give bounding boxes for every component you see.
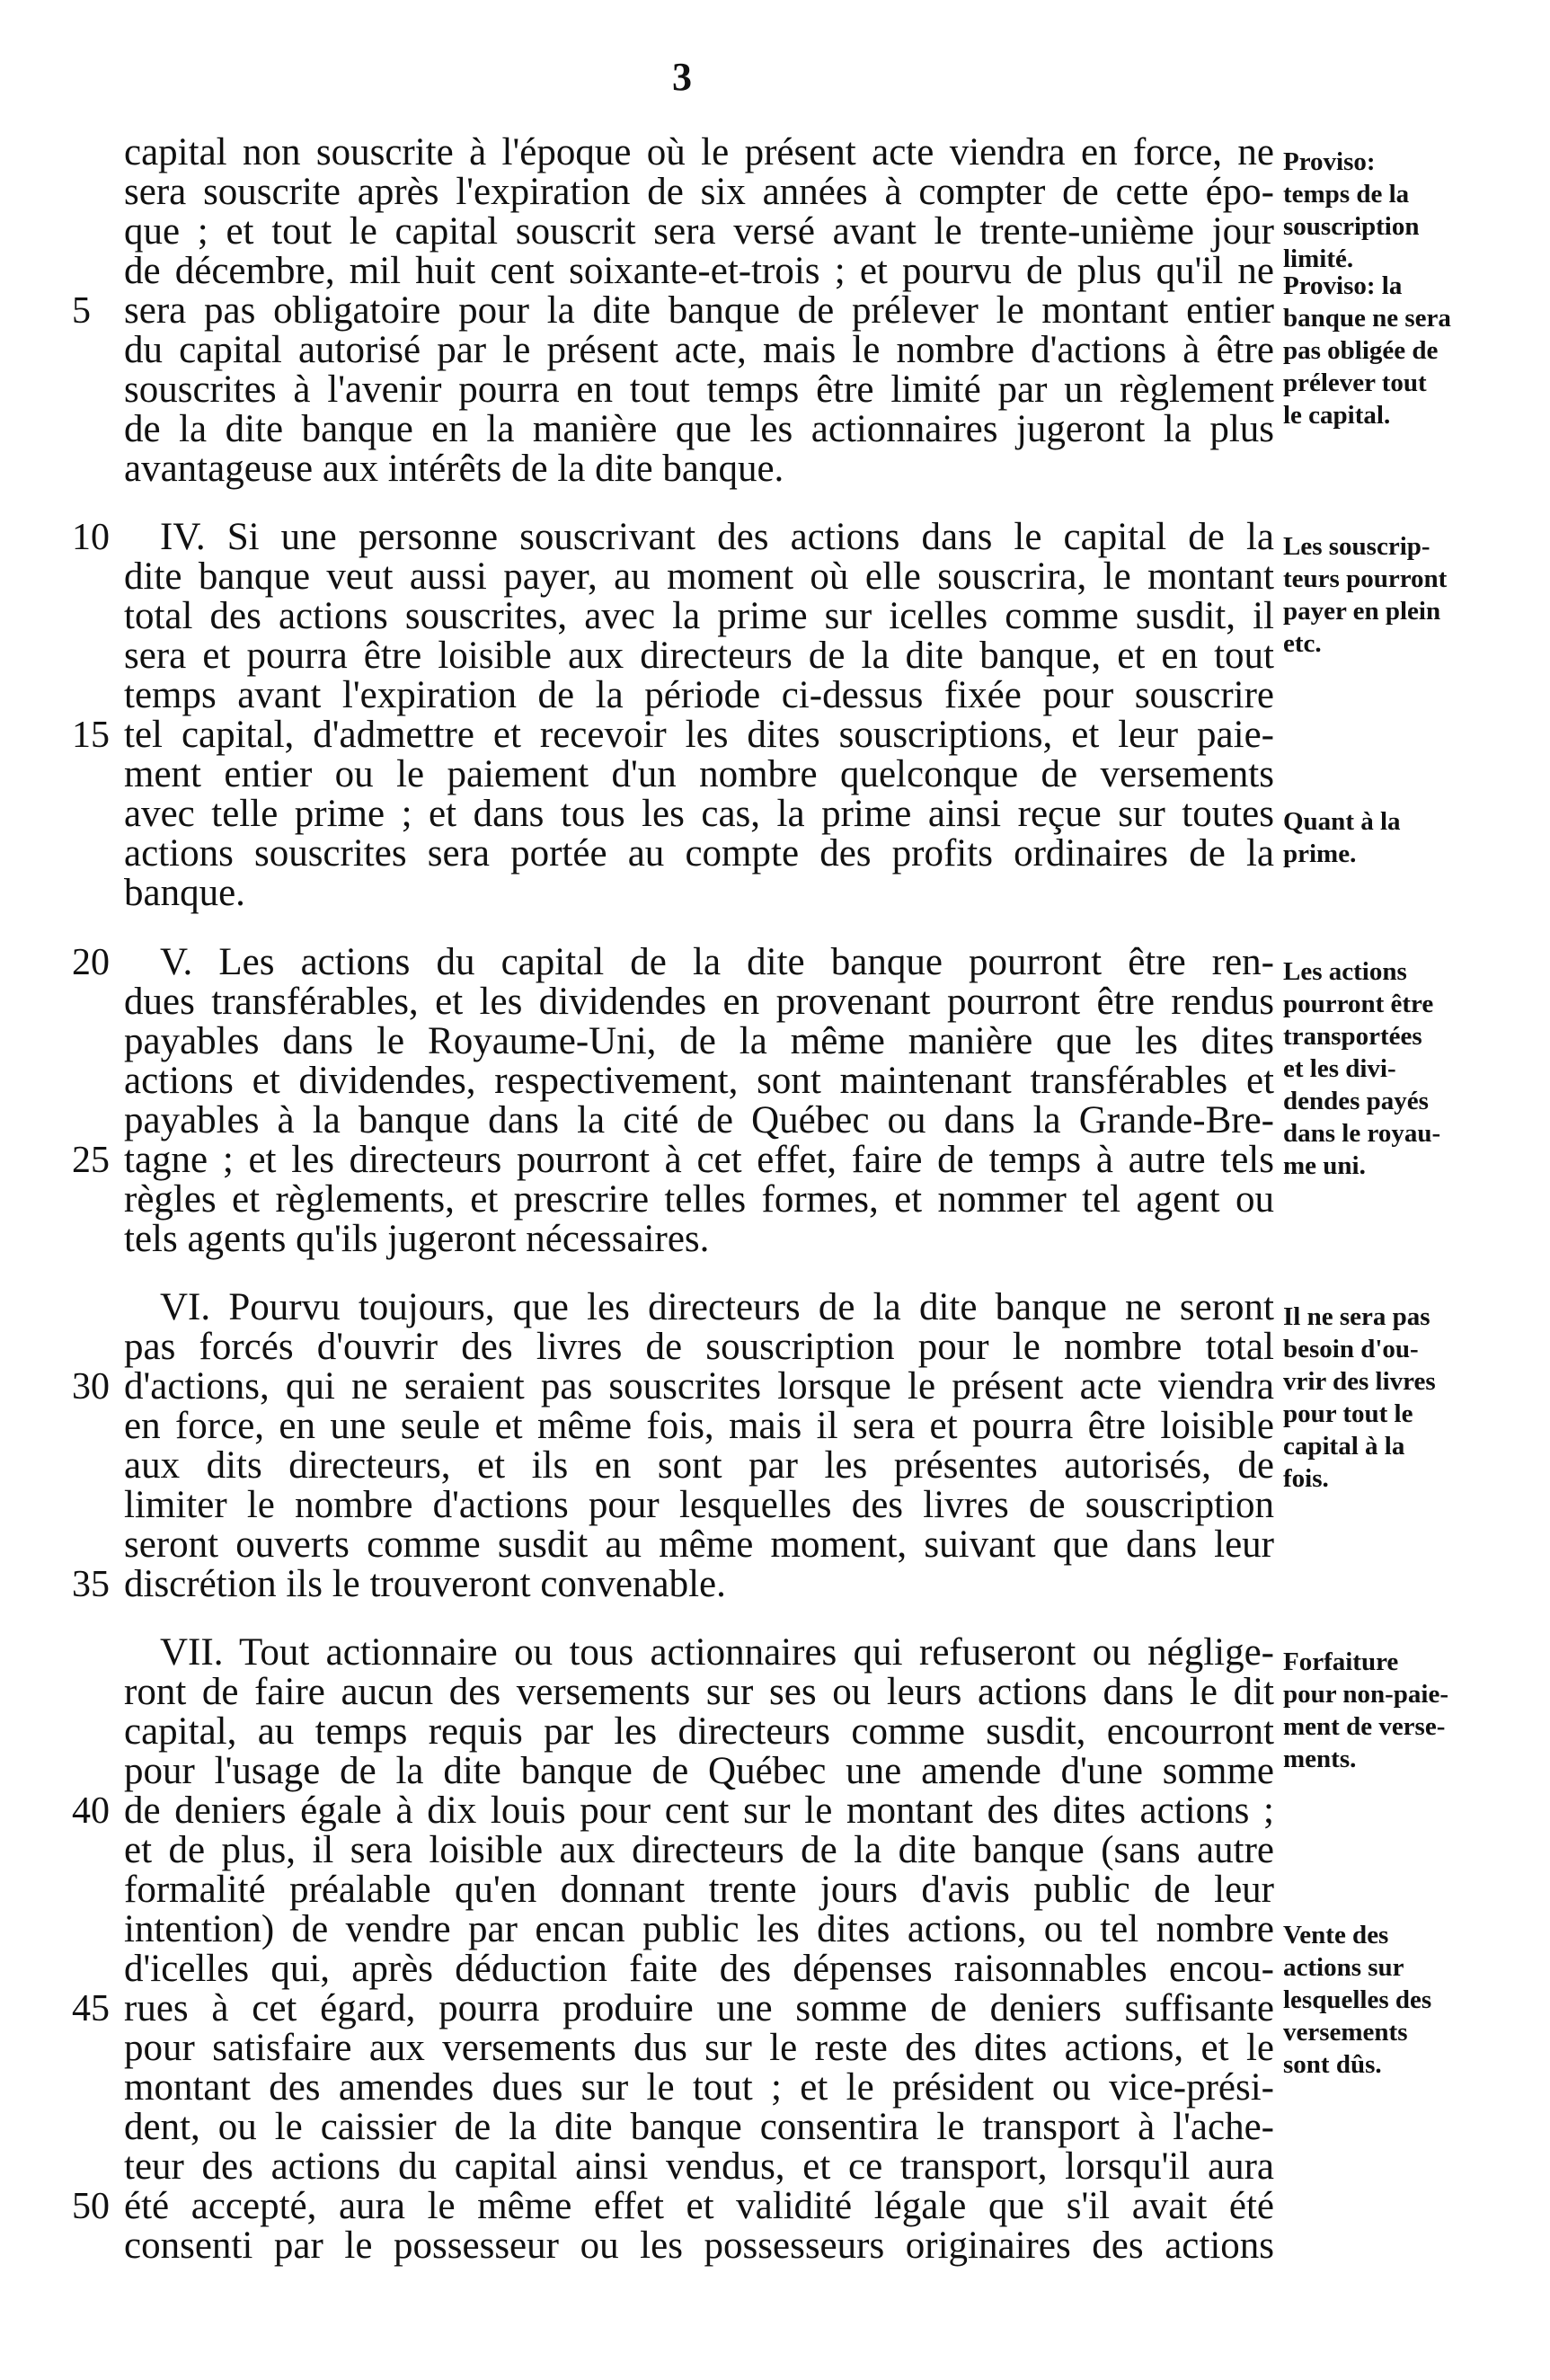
text-line: tagne ; et les directeurs pourront à cet effet, faire de temps à autre tels [124,1139,1274,1181]
text-line: banque. [124,872,245,914]
text-line: de deniers égale à dix louis pour cent sur le montant des dites actions ; [124,1789,1274,1832]
text-line: payables dans le Royaume-Uni, de la même manière que les dites [124,1020,1274,1062]
text-line: dite banque veut aussi payer, au moment où elle souscrira, le montant [124,555,1274,598]
line-number: 45 [72,1988,110,2029]
margin-note-line: teurs pourront [1283,564,1448,593]
text-line: été accepté, aura le même effet et validité légale que s'il avait été [124,2185,1274,2227]
margin-note [1283,146,1419,275]
text-line: tel capital, d'admettre et recevoir les dites souscriptions, et leur paie- [124,714,1274,756]
line-number: 35 [72,1564,110,1605]
text-line: pour l'usage de la dite banque de Québec une amende d'une somme [124,1750,1274,1792]
text-line: rues à cet égard, pourra produire une somme de deniers suffisante [124,1987,1274,2029]
text-line: limiter le nombre d'actions pour lesquelles des livres de souscription [124,1484,1274,1526]
text-line: formalité préalable qu'en donnant trente jours d'avis public de leur [124,1869,1274,1911]
text-line: pas forcés d'ouvrir des livres de souscription pour le nombre total [124,1326,1274,1368]
text-line: actions souscrites sera portée au compte des profits ordinaires de la [124,832,1274,875]
text-line: temps avant l'expiration de la période ci-dessus fixée pour souscrire [124,674,1274,716]
margin-note-line: fois. [1283,1464,1329,1493]
margin-note-line: pourront être [1283,990,1434,1018]
margin-note [1283,1646,1448,1775]
text-line: sera et pourra être loisible aux directeurs de la dite banque, et en tout [124,635,1274,677]
text-line: payables à la banque dans la cité de Québec ou dans la Grande-Bre- [124,1099,1274,1141]
margin-note-line: vrir des livres [1283,1367,1436,1396]
margin-note-line: pour non-paie- [1283,1680,1448,1709]
page-number: 3 [672,55,692,99]
margin-note [1283,955,1440,1182]
text-line: actions et dividendes, respectivement, sont maintenant transférables et [124,1060,1274,1102]
margin-note [1283,1301,1436,1495]
margin-note-line: limité. [1283,244,1354,273]
margin-note-line: Quant à la [1283,807,1401,836]
margin-note-line: temps de la [1283,180,1410,209]
margin-note-line: Proviso: [1283,147,1376,176]
line-number: 50 [72,2186,110,2227]
text-line: de décembre, mil huit cent soixante-et-trois ; et pourvu de plus qu'il ne [124,250,1274,292]
margin-note-line: et les divi- [1283,1054,1396,1083]
margin-note-line: lesquelles des [1283,1985,1432,2014]
text-line: VII. Tout actionnaire ou tous actionnaires qui refuseront ou néglige- [160,1631,1274,1674]
text-line: dues transférables, et les dividendes en provenant pourront être rendus [124,981,1274,1023]
margin-note-line: sont dûs. [1283,2050,1382,2079]
margin-note-line: Les souscrip- [1283,532,1430,561]
text-line: IV. Si une personne souscrivant des actions dans le capital de la [160,516,1274,558]
text-line: total des actions souscrites, avec la prime sur icelles comme susdit, il [124,595,1274,637]
text-line: et de plus, il sera loisible aux directeurs de la dite banque (sans autre [124,1829,1274,1871]
margin-note-line: Il ne sera pas [1283,1302,1430,1331]
text-line: montant des amendes dues sur le tout ; et le président ou vice-prési- [124,2066,1274,2109]
text-line: d'icelles qui, après déduction faite des dépenses raisonnables encou- [124,1948,1274,1990]
margin-note-line: actions sur [1283,1953,1404,1982]
margin-note-line: pas obligée de [1283,336,1439,365]
margin-note-line: dans le royau- [1283,1119,1441,1148]
text-line: règles et règlements, et prescrire telles formes, et nommer tel agent ou [124,1178,1274,1221]
text-line: consenti par le possesseur ou les possesseurs originaires des actions [124,2225,1274,2267]
text-line: ront de faire aucun des versements sur ses ou leurs actions dans le dit [124,1671,1274,1713]
margin-note-line: me uni. [1283,1151,1366,1180]
margin-note-line: versements [1283,2018,1408,2047]
text-line: VI. Pourvu toujours, que les directeurs de la dite banque ne seront [160,1286,1274,1328]
margin-note-line: Forfaiture [1283,1647,1399,1676]
margin-note-line: payer en plein [1283,597,1441,626]
margin-note-line: transportées [1283,1022,1422,1051]
text-line: avec telle prime ; et dans tous les cas, la prime ainsi reçue sur toutes [124,793,1274,835]
margin-note [1283,1919,1431,2081]
margin-note-line: souscription [1283,212,1420,241]
text-line: discrétion ils le trouveront convenable. [124,1563,726,1605]
text-line: de la dite banque en la manière que les actionnaires jugeront la plus [124,408,1274,450]
margin-note-line: Proviso: la [1283,271,1403,300]
text-line: capital non souscrite à l'époque où le présent acte viendra en force, ne [124,131,1274,173]
margin-note-line: pour tout le [1283,1399,1413,1428]
text-line: du capital autorisé par le présent acte, mais le nombre d'actions à être [124,329,1274,371]
line-number: 5 [72,290,91,332]
margin-note [1283,805,1401,870]
line-number: 20 [72,942,110,983]
text-line: intention) de vendre par encan public les dites actions, ou tel nombre [124,1908,1274,1950]
margin-note-line: Vente des [1283,1921,1389,1949]
margin-note-line: capital à la [1283,1432,1405,1461]
margin-note-line: besoin d'ou- [1283,1335,1419,1363]
margin-note-line: banque ne sera [1283,304,1451,333]
text-line: ment entier ou le paiement d'un nombre quelconque de versements [124,753,1274,795]
margin-note-line: Les actions [1283,957,1407,986]
margin-note [1283,270,1451,431]
margin-note [1283,530,1447,660]
text-line: d'actions, qui ne seraient pas souscrites lorsque le présent acte viendra [124,1365,1274,1408]
line-number: 40 [72,1790,110,1832]
margin-note-line: dendes payés [1283,1087,1429,1115]
line-number: 30 [72,1366,110,1408]
margin-note-line: ment de verse- [1283,1712,1446,1741]
margin-note-line: prélever tout [1283,369,1427,397]
line-number: 25 [72,1140,110,1181]
line-number: 10 [72,517,110,558]
text-line: avantageuse aux intérêts de la dite banque. [124,448,784,490]
text-line: pour satisfaire aux versements dus sur le reste des dites actions, et le [124,2027,1274,2069]
text-line: que ; et tout le capital souscrit sera versé avant le trente-unième jour [124,210,1274,253]
text-line: aux dits directeurs, et ils en sont par les présentes autorisés, de [124,1444,1274,1487]
text-line: teur des actions du capital ainsi vendus, et ce transport, lorsqu'il aura [124,2145,1274,2188]
margin-note-line: ments. [1283,1745,1357,1773]
text-line: V. Les actions du capital de la dite banque pourront être ren- [160,941,1274,983]
margin-note-line: prime. [1283,839,1357,868]
text-line: seront ouverts comme susdit au même moment, suivant que dans leur [124,1523,1274,1566]
text-line: sera souscrite après l'expiration de six années à compter de cette épo- [124,171,1274,213]
text-line: tels agents qu'ils jugeront nécessaires. [124,1218,710,1260]
text-line: sera pas obligatoire pour la dite banque de prélever le montant entier [124,289,1274,332]
text-line: souscrites à l'avenir pourra en tout temps être limité par un règlement [124,369,1274,411]
text-line: en force, en une seule et même fois, mais il sera et pourra être loisible [124,1405,1274,1447]
margin-note-line: le capital. [1283,401,1391,430]
text-line: dent, ou le caissier de la dite banque consentira le transport à l'ache- [124,2106,1274,2148]
line-number: 15 [72,715,110,756]
margin-note-line: etc. [1283,629,1322,658]
text-line: capital, au temps requis par les directeurs comme susdit, encourront [124,1710,1274,1753]
